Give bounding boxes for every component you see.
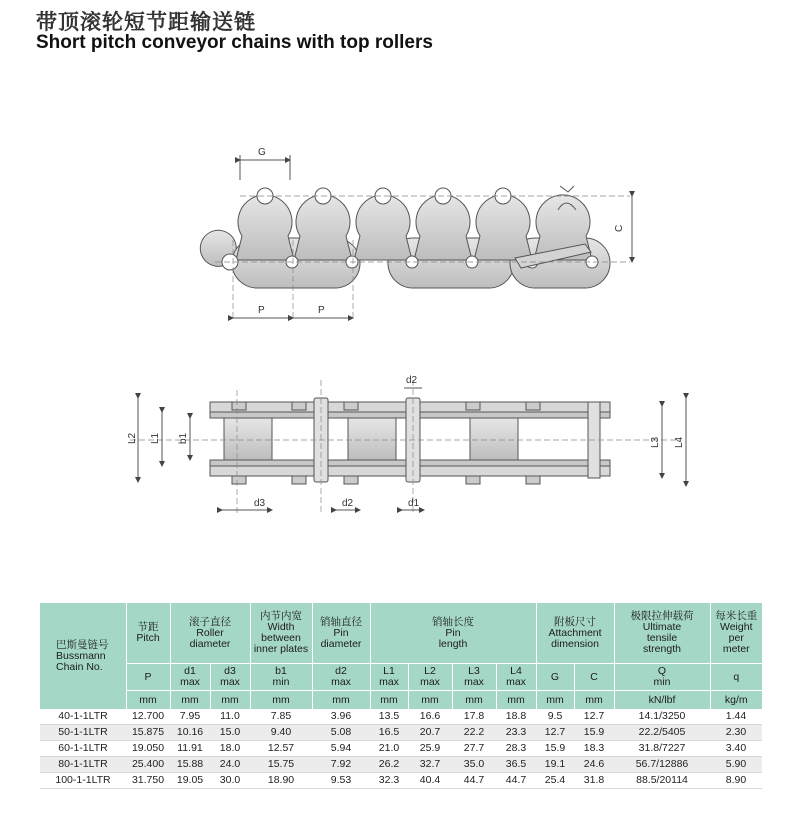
value-cell: 19.1 <box>536 757 574 773</box>
symbol-cell: L2 max <box>408 664 452 691</box>
value-cell: 12.7 <box>536 725 574 741</box>
unit-cell: mm <box>250 691 312 710</box>
label-P2: P <box>318 305 325 316</box>
spec-table <box>40 603 762 789</box>
value-cell: 17.8 <box>452 709 496 725</box>
value-cell: 19.050 <box>126 741 170 757</box>
table-row <box>40 757 762 773</box>
value-cell: 7.92 <box>312 757 370 773</box>
table-body <box>40 709 762 789</box>
value-cell: 40.4 <box>408 773 452 789</box>
unit-cell: mm <box>574 691 614 710</box>
symbol-cell: L3 max <box>452 664 496 691</box>
chain-no-cell: 50-1-1LTR <box>40 725 126 741</box>
label-d2-bottom: d2 <box>342 498 354 509</box>
value-cell: 7.85 <box>250 709 312 725</box>
value-cell: 35.0 <box>452 757 496 773</box>
unit-cell: mm <box>452 691 496 710</box>
unit-cell: kN/lbf <box>614 691 710 710</box>
label-L2: L2 <box>127 432 138 444</box>
value-cell: 18.3 <box>574 741 614 757</box>
value-cell: 5.90 <box>710 757 762 773</box>
value-cell: 25.9 <box>408 741 452 757</box>
value-cell: 22.2 <box>452 725 496 741</box>
value-cell: 36.5 <box>496 757 536 773</box>
symbol-cell: d1 max <box>170 664 210 691</box>
symbol-cell: C <box>574 664 614 691</box>
value-cell: 3.40 <box>710 741 762 757</box>
value-cell: 14.1/3250 <box>614 709 710 725</box>
symbol-cell: d3 max <box>210 664 250 691</box>
value-cell: 13.5 <box>370 709 408 725</box>
value-cell: 15.9 <box>536 741 574 757</box>
page-title-cn: 带顶滚轮短节距输送链 <box>36 11 256 34</box>
value-cell: 18.8 <box>496 709 536 725</box>
value-cell: 56.7/12886 <box>614 757 710 773</box>
value-cell: 24.6 <box>574 757 614 773</box>
unit-cell: mm <box>170 691 210 710</box>
value-cell: 7.95 <box>170 709 210 725</box>
value-cell: 16.5 <box>370 725 408 741</box>
symbol-cell: b1 min <box>250 664 312 691</box>
label-L3: L3 <box>650 436 661 448</box>
value-cell: 21.0 <box>370 741 408 757</box>
value-cell: 15.88 <box>170 757 210 773</box>
value-cell: 15.9 <box>574 725 614 741</box>
value-cell: 2.30 <box>710 725 762 741</box>
unit-cell: mm <box>126 691 170 710</box>
value-cell: 1.44 <box>710 709 762 725</box>
value-cell: 24.0 <box>210 757 250 773</box>
label-P1: P <box>258 305 265 316</box>
value-cell: 18.0 <box>210 741 250 757</box>
value-cell: 9.40 <box>250 725 312 741</box>
value-cell: 26.2 <box>370 757 408 773</box>
value-cell: 9.53 <box>312 773 370 789</box>
value-cell: 15.75 <box>250 757 312 773</box>
unit-cell: mm <box>312 691 370 710</box>
symbol-cell: d2 max <box>312 664 370 691</box>
value-cell: 27.7 <box>452 741 496 757</box>
symbol-cell: L1 max <box>370 664 408 691</box>
header-row-names: 巴斯曼链号 Bussmann Chain No. 节距 Pitch 滚子直径 Roller diameter 内节内宽 Width between inner plates 销轴直径 Pin diameter 销轴长度 Pin length 附板尺寸 Attachment dimension 极限拉伸载荷 Ultimate tensile strength 每米长重 Weight per meter <box>40 603 762 664</box>
value-cell: 9.5 <box>536 709 574 725</box>
value-cell: 23.3 <box>496 725 536 741</box>
symbol-cell: q <box>710 664 762 691</box>
value-cell: 31.8/7227 <box>614 741 710 757</box>
value-cell: 31.8 <box>574 773 614 789</box>
value-cell: 15.875 <box>126 725 170 741</box>
value-cell: 15.0 <box>210 725 250 741</box>
header-row-symbols <box>40 664 762 691</box>
value-cell: 25.4 <box>536 773 574 789</box>
value-cell: 44.7 <box>452 773 496 789</box>
chain-no-cell: 60-1-1LTR <box>40 741 126 757</box>
value-cell: 22.2/5405 <box>614 725 710 741</box>
header-row-units <box>40 691 762 710</box>
symbol-cell: G <box>536 664 574 691</box>
value-cell: 30.0 <box>210 773 250 789</box>
symbol-cell: L4 max <box>496 664 536 691</box>
unit-cell: mm <box>408 691 452 710</box>
label-G: G <box>258 147 266 158</box>
value-cell: 11.91 <box>170 741 210 757</box>
label-d2-top: d2 <box>406 375 418 386</box>
label-L4: L4 <box>674 436 685 448</box>
value-cell: 20.7 <box>408 725 452 741</box>
value-cell: 44.7 <box>496 773 536 789</box>
table-row <box>40 773 762 789</box>
value-cell: 16.6 <box>408 709 452 725</box>
unit-cell: mm <box>496 691 536 710</box>
table-row <box>40 741 762 757</box>
side-view <box>200 155 632 320</box>
value-cell: 12.7 <box>574 709 614 725</box>
value-cell: 12.57 <box>250 741 312 757</box>
value-cell: 25.400 <box>126 757 170 773</box>
chain-no-cell: 40-1-1LTR <box>40 709 126 725</box>
table-row <box>40 725 762 741</box>
page-title-en: Short pitch conveyor chains with top rollers <box>36 32 433 53</box>
top-view <box>130 380 686 515</box>
value-cell: 19.05 <box>170 773 210 789</box>
unit-cell: mm <box>210 691 250 710</box>
unit-cell: mm <box>370 691 408 710</box>
chain-no-cell: 100-1-1LTR <box>40 773 126 789</box>
table-row <box>40 709 762 725</box>
value-cell: 31.750 <box>126 773 170 789</box>
value-cell: 3.96 <box>312 709 370 725</box>
value-cell: 5.94 <box>312 741 370 757</box>
symbol-cell: Q min <box>614 664 710 691</box>
unit-cell: kg/m <box>710 691 762 710</box>
label-d1: d1 <box>408 498 420 509</box>
value-cell: 8.90 <box>710 773 762 789</box>
value-cell: 88.5/20114 <box>614 773 710 789</box>
chain-no-header: 巴斯曼链号 Bussmann Chain No. <box>40 603 126 709</box>
value-cell: 18.90 <box>250 773 312 789</box>
label-d3: d3 <box>254 498 266 509</box>
chain-no-cell: 80-1-1LTR <box>40 757 126 773</box>
value-cell: 28.3 <box>496 741 536 757</box>
label-C: C <box>614 224 625 232</box>
value-cell: 10.16 <box>170 725 210 741</box>
value-cell: 5.08 <box>312 725 370 741</box>
symbol-cell: P <box>126 664 170 691</box>
value-cell: 32.3 <box>370 773 408 789</box>
value-cell: 32.7 <box>408 757 452 773</box>
unit-cell: mm <box>536 691 574 710</box>
label-b1: b1 <box>178 432 189 444</box>
label-L1: L1 <box>150 432 161 444</box>
value-cell: 11.0 <box>210 709 250 725</box>
value-cell: 12.700 <box>126 709 170 725</box>
